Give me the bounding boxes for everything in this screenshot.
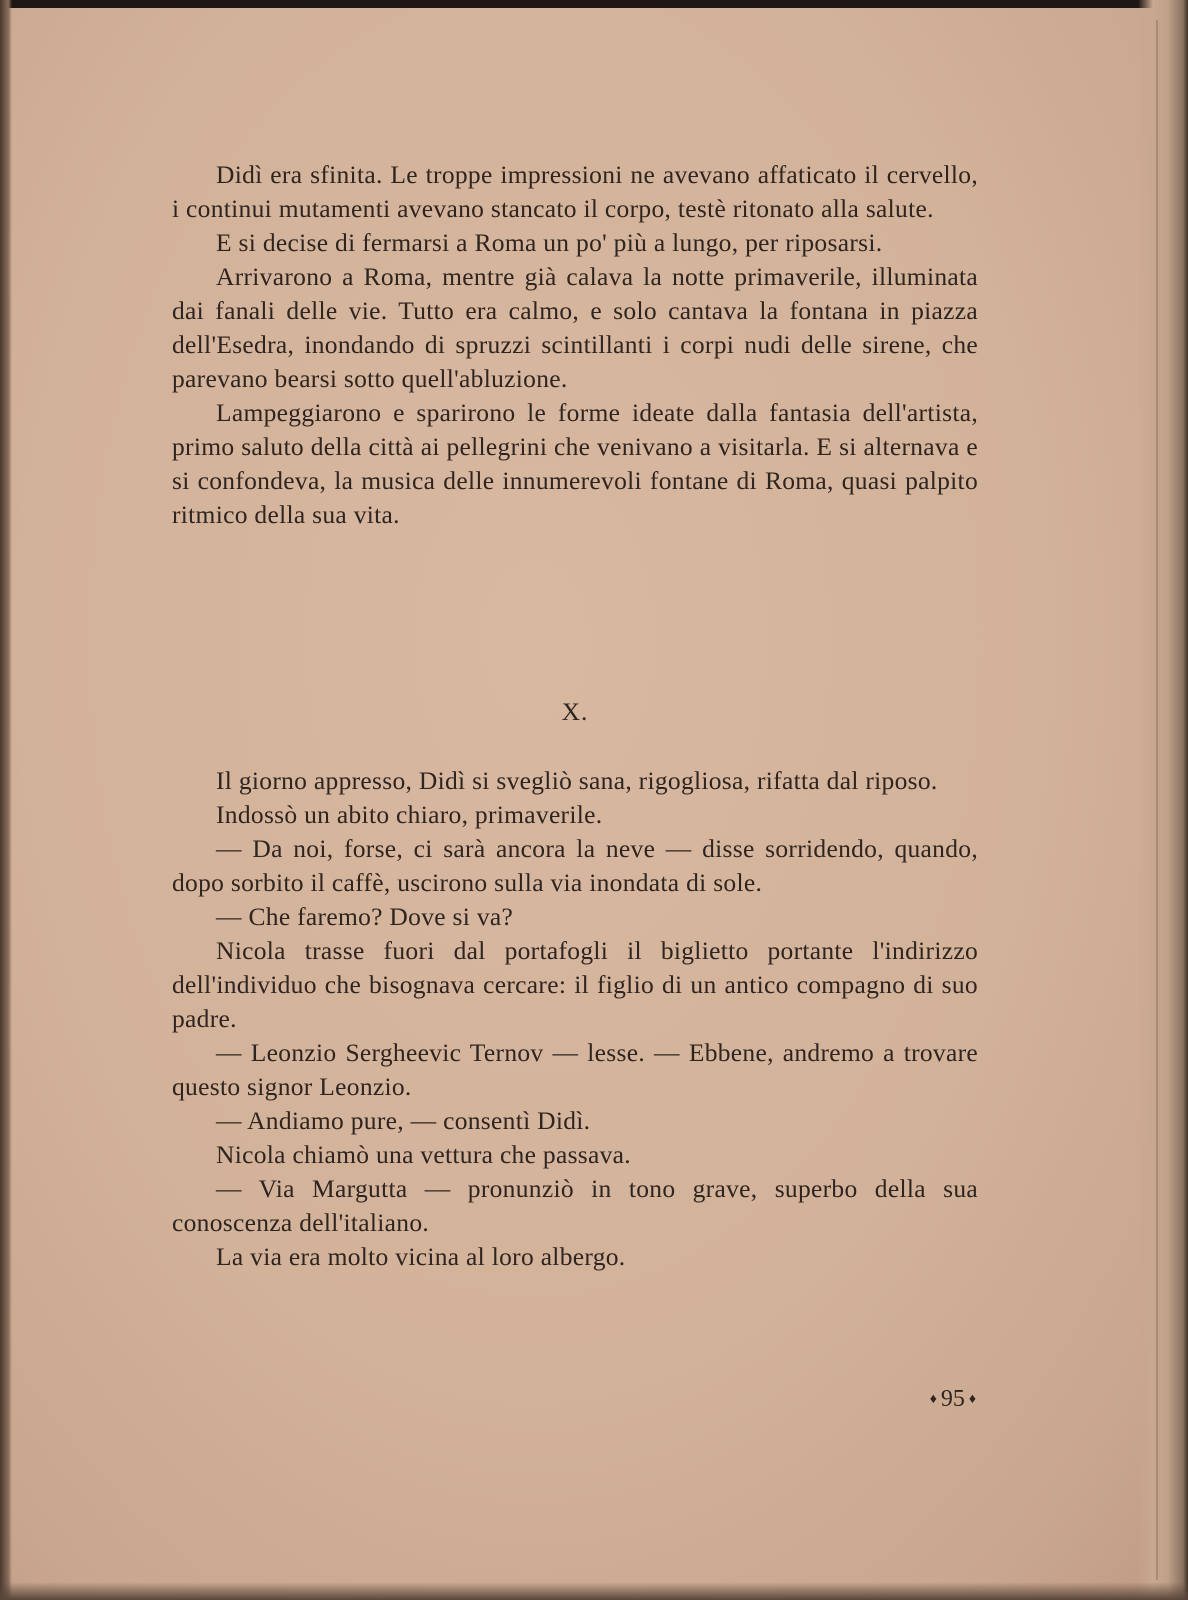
page-number-value: 95 (940, 1386, 965, 1412)
paragraph: Nicola trasse fuori dal portafogli il biglietto portante l'indirizzo dell'individuo che bisognava cercare: il figlio di un antico compagno di suo padre. (172, 936, 978, 1033)
paragraph: — Che faremo? Dove si va? (216, 902, 514, 931)
page-bottom-edge (0, 1582, 1188, 1600)
page-left-edge (0, 0, 12, 1600)
page-top-edge (0, 0, 1188, 8)
paragraph: Nicola chiamò una vettura che passava. (216, 1140, 631, 1169)
page-number (880, 1384, 980, 1415)
chapter-heading: X. (561, 697, 589, 726)
paragraph: Indossò un abito chiaro, primaverile. (216, 800, 603, 829)
paragraph: — Via Margutta — pronunziò in tono grave, superbo della sua conoscenza dell'italiano. (172, 1174, 978, 1237)
paragraph: La via era molto vicina al loro albergo. (216, 1242, 626, 1271)
text-block-after-chapter (172, 764, 978, 1274)
paragraph: Didì era sfinita. Le troppe impressioni ne avevano affaticato il cervello, i continui mutamenti avevano stancato il corpo, testè ritonato alla salute. (172, 160, 978, 223)
ornament-right-icon: ♦ (968, 1392, 976, 1408)
paragraph: E si decise di fermarsi a Roma un po' più a lungo, per riposarsi. (216, 228, 883, 257)
paragraph: Lampeggiarono e sparirono le forme ideate dalla fantasia dell'artista, primo saluto della città ai pellegrini che venivano a visitarla. E si alternava e si confondeva, la musica delle innumerevoli fontane di Roma, quasi palpito ritmico della sua vita. (172, 398, 978, 529)
paragraph: — Leonzio Sergheevic Ternov — lesse. — Ebbene, andremo a trovare questo signor Leonzio. (172, 1038, 978, 1101)
page-right-edge (1138, 0, 1188, 1600)
paragraph: Il giorno appresso, Didì si svegliò sana, rigogliosa, rifatta dal riposo. (216, 766, 938, 795)
ornament-left-icon: ♦ (929, 1392, 937, 1408)
paragraph: Arrivarono a Roma, mentre già calava la notte primaverile, illuminata dai fanali delle vie. Tutto era calmo, e solo cantava la fontana in piazza dell'Esedra, inondando di spruzzi scintillanti i corpi nudi delle sirene, che parevano bearsi sotto quell'abluzione. (172, 262, 978, 393)
text-block-before-chapter (172, 158, 978, 532)
paragraph: — Da noi, forse, ci sarà ancora la neve — disse sorridendo, quando, dopo sorbito il caffè, uscirono sulla via inondata di sole. (172, 834, 978, 897)
paragraph: — Andiamo pure, — consentì Didì. (216, 1106, 591, 1135)
